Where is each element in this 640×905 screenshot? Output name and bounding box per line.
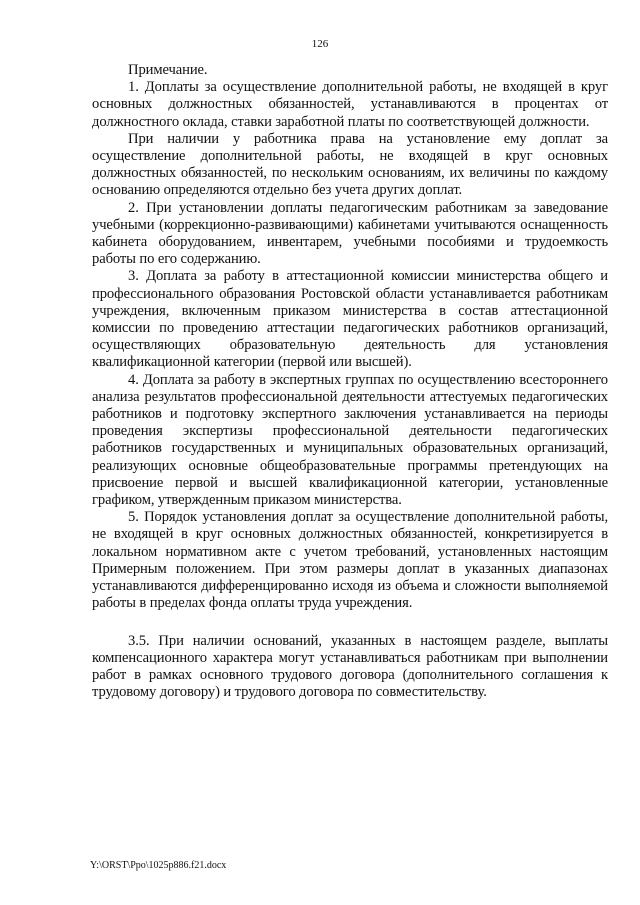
footer-file-path: Y:\ORST\Ppo\1025p886.f21.docx — [90, 860, 227, 871]
paragraph-spacer — [92, 613, 608, 633]
note-paragraph-1: 1. Доплаты за осуществление дополнительной работы, не входящей в круг основных должностных обязанностей, устанавливаются в процентах от должностного оклада, ставки заработной платы по соответствующей должности. — [92, 79, 608, 130]
note-paragraph-4: 4. Доплата за работу в экспертных группах по осуществлению всестороннего анализа результатов профессиональной деятельности аттестуемых педагогических работников и подготовку экспертного заключения устанавливается на периоды проведения экспертизы профессиональной деятельности педагогических работников государственных и муниципальных образовательных организаций, реализующих основные общеобразовательные программы претендующих на присвоение первой и высшей квалификационной категории, установленные графиком, утвержденным приказом министерства. — [92, 371, 608, 509]
note-paragraph-3: 3. Доплата за работу в аттестационной комиссии министерства общего и профессионального образования Ростовской области устанавливается работникам учреждения, включенным приказом министерства в состав аттестационной комиссии по проведению аттестации педагогических работников организаций, осуществляющих образовательную деятельность для установления квалификационной категории (первой или высшей). — [92, 268, 608, 371]
document-body — [92, 62, 608, 701]
section-3-5-paragraph: 3.5. При наличии оснований, указанных в настоящем разделе, выплаты компенсационного характера могут устанавливаться работникам при выполнении работ в рамках основного трудового договора (дополнительного соглашения к трудовому договору) и трудового договора по совместительству. — [92, 632, 608, 701]
note-title: Примечание. — [128, 62, 208, 78]
note-paragraph-1-continued: При наличии у работника права на установление ему доплат за осуществление дополнительной работы, не входящей в круг основных должностных обязанностей, по нескольким основаниям, их величины по каждому основанию определяются отдельно без учета других доплат. — [92, 130, 608, 199]
note-paragraph-2: 2. При установлении доплаты педагогическим работникам за заведование учебными (коррекционно-развивающими) кабинетами учитываются оснащенность кабинета оборудованием, инвентарем, учебными пособиями и трудоемкость работы по его содержанию. — [92, 199, 608, 268]
page-number: 126 — [311, 38, 329, 50]
note-paragraph-5: 5. Порядок установления доплат за осуществление дополнительной работы, не входящей в круг основных должностных обязанностей, конкретизируется в локальном нормативном акте с учетом требований, установленных настоящим Примерным положением. При этом размеры доплат в указанных диапазонах устанавливаются дифференцированно исходя из объема и сложности выполняемой работы в пределах фонда оплаты труда учреждения. — [92, 509, 608, 612]
